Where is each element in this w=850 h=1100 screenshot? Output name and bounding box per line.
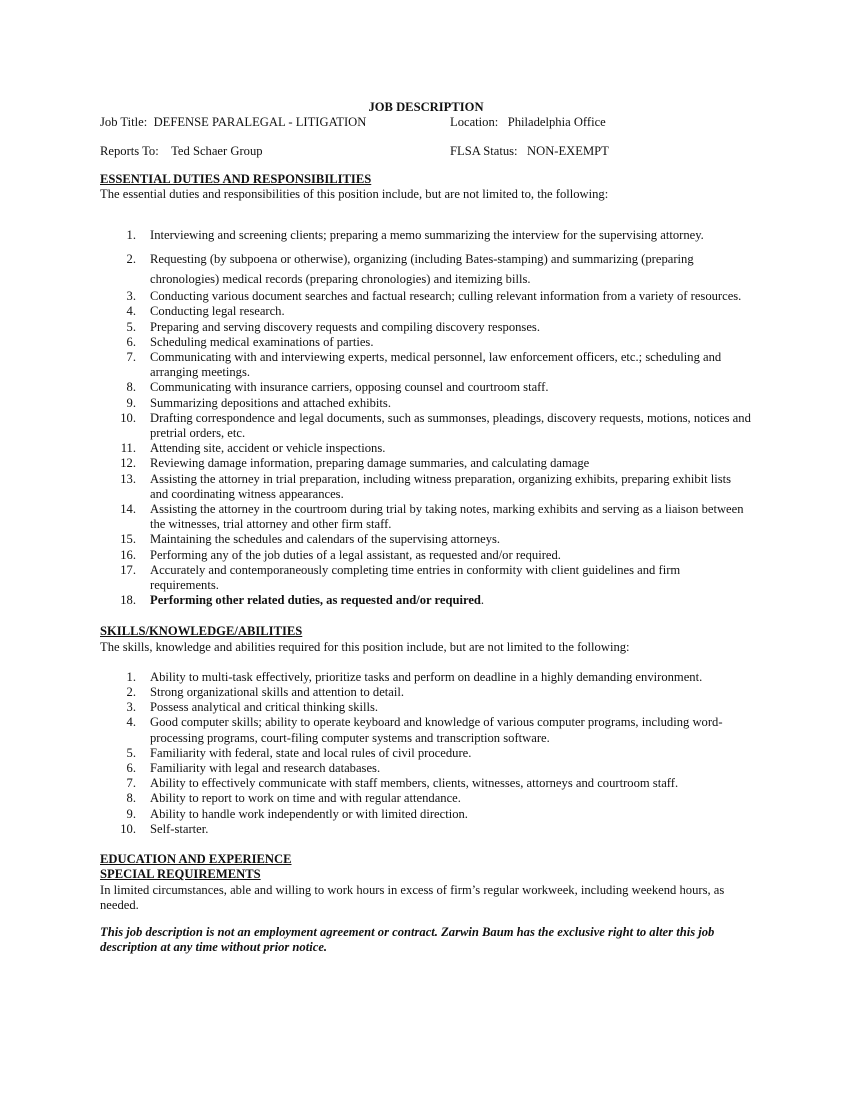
special-requirements-heading: SPECIAL REQUIREMENTS [100,867,261,882]
list-item: 6. Familiarity with legal and research databases. [126,761,381,776]
flsa-value: NON-EXEMPT [527,144,609,159]
duties-intro: The essential duties and responsibilities of this position include, but are not limited to, the following: [100,186,609,201]
list-item: 10. Self-starter. [120,821,209,836]
list-item: 6. Scheduling medical examinations of parties. [126,334,374,349]
list-item: 5. Familiarity with federal, state and local rules of civil procedure. [126,745,472,760]
location-value: Philadelphia Office [507,115,606,130]
skills-list [100,670,752,837]
location-label: Location: [450,115,499,130]
list-item: 7. Communicating with and interviewing experts, medical personnel, law enforcement officers, etc.; scheduling and arranging meetings. [126,350,722,380]
reports-to-label: Reports To: [100,144,159,159]
list-item: 9. Ability to handle work independently or with limited direction. [126,806,468,821]
list-item: 11. Attending site, accident or vehicle inspections. [120,441,386,456]
list-item: 14. Assisting the attorney in the courtroom during trial by taking notes, marking exhibits and serving as a liaison between the witnesses, trial attorney and other firm staff. [120,502,744,532]
list-item: 16. Performing any of the job duties of a legal assistant, as requested and/or required. [120,547,561,562]
list-item: 15. Maintaining the schedules and calendars of the supervising attorneys. [120,532,501,547]
duties-list [100,228,752,608]
list-item: 4. Good computer skills; ability to operate keyboard and knowledge of various computer programs, including word-processing programs, court-filing computer systems and transcription software. [126,715,723,745]
duties-heading: ESSENTIAL DUTIES AND RESPONSIBILITIES [100,171,372,186]
job-title-value: DEFENSE PARALEGAL - LITIGATION [153,115,367,130]
list-item: 13. Assisting the attorney in trial preparation, including witness preparation, organizing exhibits, preparing exhibit lists and coordinating witness appearances. [120,471,732,501]
list-item: 1. Ability to multi-task effectively, prioritize tasks and perform on deadline in a highly demanding environment. [126,669,703,684]
list-item: 9. Summarizing depositions and attached exhibits. [126,395,391,410]
list-item: 17. Accurately and contemporaneously completing time entries in conformity with client guidelines and firm requirements. [120,562,681,593]
list-item: 12. Reviewing damage information, preparing damage summaries, and calculating damage [120,456,590,471]
flsa-label: FLSA Status: [450,144,518,159]
reports-to-row [100,144,752,159]
list-item: 4. Conducting legal research. [126,304,285,319]
skills-intro: The skills, knowledge and abilities required for this position include, but are not limited to the following: [100,639,630,654]
job-title-label: Job Title: [100,115,148,130]
job-title-row [100,115,752,130]
location-field [450,115,606,130]
list-item: 2. Strong organizational skills and attention to detail. [126,685,405,700]
list-item: 8. Communicating with insurance carriers, opposing counsel and courtroom staff. [126,380,549,395]
list-item: 3. Possess analytical and critical thinking skills. [126,700,379,715]
disclaimer: This job description is not an employment agreement or contract. Zarwin Baum has the exclusive right to alter this job description at any time without prior notice. [100,924,715,955]
list-item: 7. Ability to effectively communicate with staff members, clients, witnesses, attorneys and courtroom staff. [126,776,679,791]
flsa-field [450,144,609,159]
list-item: 3. Conducting various document searches and factual research; culling relevant information from a variety of resources. [126,289,742,304]
list-item: 2. Requesting (by subpoena or otherwise), organizing (including Bates-stamping) and summarizing (preparing chronologies) medical records (preparing chronologies) and itemizing bills. [126,252,694,287]
list-item: 10. Drafting correspondence and legal documents, such as summonses, pleadings, discovery requests, motions, notices and pretrial orders, etc. [120,410,751,441]
special-requirements-text: In limited circumstances, able and willing to work hours in excess of firm’s regular workweek, including weekend hours, as needed. [100,882,725,912]
list-item: 8. Ability to report to work on time and with regular attendance. [126,791,461,806]
list-item: 5. Preparing and serving discovery requests and compiling discovery responses. [126,319,540,334]
document-title: JOB DESCRIPTION [368,100,484,114]
document-page [100,100,752,955]
list-item: 18. Performing other related duties, as requested and/or required. [120,593,485,608]
reports-to-value: Ted Schaer Group [171,144,263,159]
list-item: 1. Interviewing and screening clients; preparing a memo summarizing the interview for the supervising attorney. [126,227,704,242]
education-heading: EDUCATION AND EXPERIENCE [100,852,292,867]
skills-heading: SKILLS/KNOWLEDGE/ABILITIES [100,624,303,639]
